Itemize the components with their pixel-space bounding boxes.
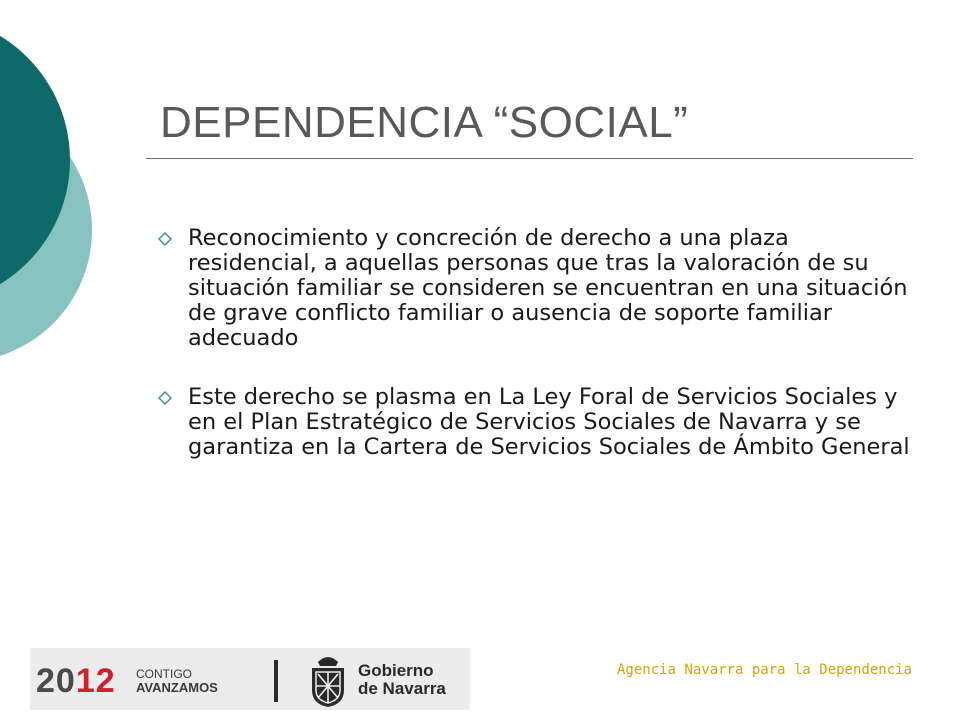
logo-divider [274, 660, 278, 702]
motto-line-1: CONTIGO [136, 667, 192, 681]
government-line-1: Gobierno [358, 661, 434, 680]
year-logo [36, 662, 116, 701]
year-suffix: 12 [75, 662, 116, 700]
footer-logo-banner [30, 648, 470, 710]
agency-name: Agencia Navarra para la Dependencia [616, 662, 912, 678]
decorative-circles [0, 0, 120, 420]
bullet-text: Reconocimiento y concreción de derecho a una plaza residencial, a aquellas personas que tras la valoración de su situación familiar se consideren se encuentran en una situación de grave conflicto familiar o ausencia de soporte familiar adecuado [188, 225, 908, 351]
bullet-item [158, 226, 918, 351]
hollow-diamond-icon [158, 391, 172, 405]
coat-of-arms-icon [304, 652, 352, 708]
motto [136, 667, 218, 695]
slide-title: DEPENDENCIA “SOCIAL” [160, 98, 689, 147]
bullet-text: Este derecho se plasma en La Ley Foral de Servicios Sociales y en el Plan Estratégico de Servicios Sociales de Navarra y se garantiza en la Cartera de Servicios Sociales de Ámbito General [188, 384, 910, 460]
hollow-diamond-icon [158, 232, 172, 246]
bullet-list [158, 226, 918, 494]
government-line-2: de Navarra [358, 679, 446, 698]
motto-line-2: AVANZAMOS [136, 680, 218, 695]
year-prefix: 20 [36, 662, 76, 700]
government-name [358, 662, 446, 698]
bullet-item [158, 385, 918, 460]
title-divider [146, 158, 913, 159]
